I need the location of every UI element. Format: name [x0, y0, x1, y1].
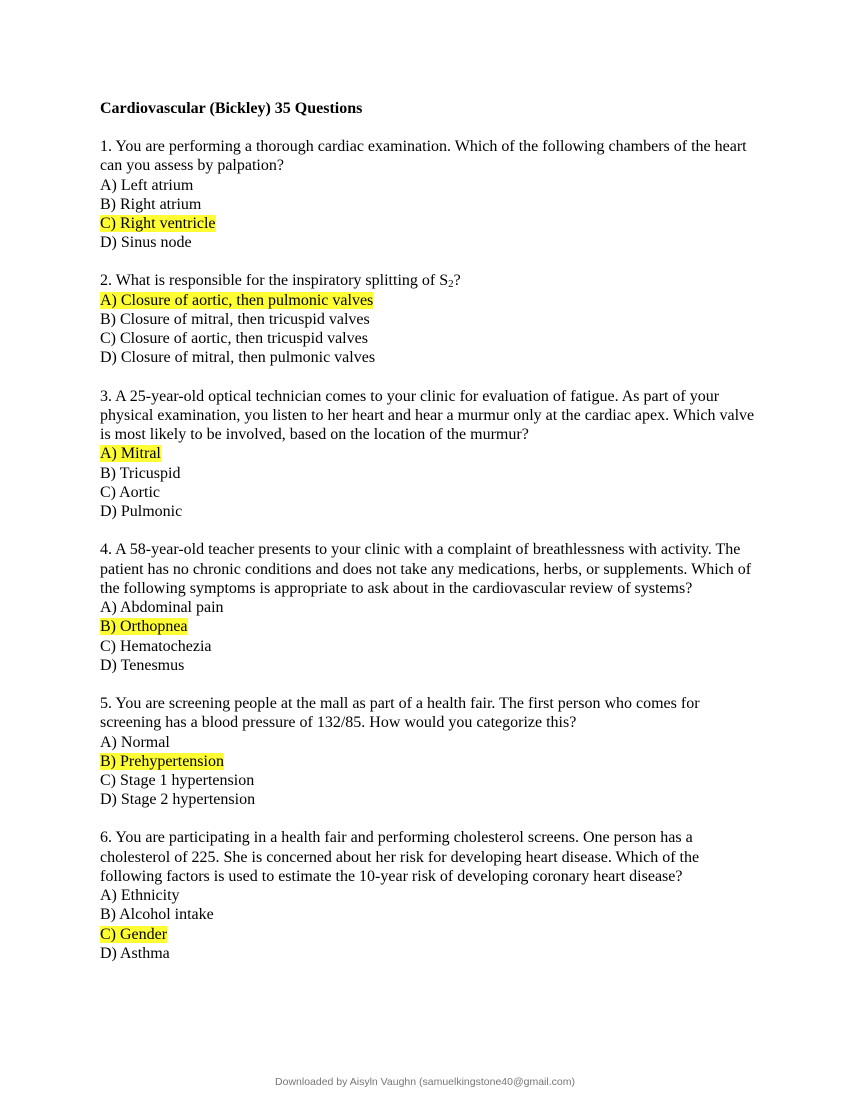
question-text: 5. You are screening people at the mall as part of a health fair. The first person who comes for screening has a blood pressure of 132/85. How would you categorize this?	[100, 694, 700, 732]
option-b: B) Alcohol intake	[100, 906, 214, 924]
option-c-answer	[100, 925, 760, 944]
option-d: D) Stage 2 hypertension	[100, 791, 256, 809]
option-b: B) Tricuspid	[100, 464, 181, 482]
question-3	[100, 387, 760, 522]
option-b: B) Right atrium	[100, 195, 202, 213]
option-a: A) Abdominal pain	[100, 599, 224, 617]
option-a-answer	[100, 291, 760, 310]
option-c: C) Stage 1 hypertension	[100, 771, 255, 789]
question-4	[100, 540, 760, 675]
option-a: A) Normal	[100, 733, 170, 751]
question-1	[100, 137, 760, 252]
option-c: C) Hematochezia	[100, 637, 212, 655]
answer-highlight: B) Prehypertension	[100, 752, 224, 770]
answer-highlight: C) Gender	[100, 925, 168, 943]
option-b-answer	[100, 617, 760, 636]
question-5	[100, 694, 760, 809]
option-b-answer	[100, 752, 760, 771]
answer-highlight: A) Mitral	[100, 445, 161, 463]
option-c: C) Aortic	[100, 483, 160, 501]
option-c: C) Closure of aortic, then tricuspid valves	[100, 330, 368, 348]
question-text: 6. You are participating in a health fair and performing cholesterol screens. One person has a cholesterol of 225. She is concerned about her risk for developing heart disease. Which of the following factors is used to estimate the 10-year risk of developing coronary heart disease?	[100, 829, 700, 885]
download-footer: Downloaded by Aisyln Vaughn (samuelkingstone40@gmail.com)	[275, 1076, 575, 1088]
option-b: B) Closure of mitral, then tricuspid valves	[100, 310, 370, 328]
answer-highlight: A) Closure of aortic, then pulmonic valves	[100, 291, 374, 309]
question-text: 3. A 25-year-old optical technician comes to your clinic for evaluation of fatigue. As part of your physical examination, you listen to her heart and hear a murmur only at the cardiac apex. Which valve is most likely to be involved, based on the location of the murmur?	[100, 387, 755, 444]
question-text: 2. What is responsible for the inspiratory splitting of S2?	[100, 272, 461, 291]
option-c-answer	[100, 214, 760, 233]
option-a: A) Left atrium	[100, 176, 194, 194]
option-a-answer	[100, 444, 760, 463]
page-title: Cardiovascular (Bickley) 35 Questions	[100, 100, 363, 117]
question-2	[100, 271, 760, 367]
option-d: D) Sinus node	[100, 234, 192, 252]
subscript: 2	[448, 278, 454, 291]
option-a: A) Ethnicity	[100, 887, 180, 905]
option-d: D) Tenesmus	[100, 656, 185, 674]
answer-highlight: B) Orthopnea	[100, 618, 188, 636]
option-d: D) Pulmonic	[100, 503, 183, 521]
document-page	[100, 99, 760, 982]
question-text: 4. A 58-year-old teacher presents to your clinic with a complaint of breathlessness with activity. The patient has no chronic conditions and does not take any medications, herbs, or supplements. Which of the following symptoms is appropriate to ask about in the cardiovascular review of systems?	[100, 541, 752, 597]
option-d: D) Asthma	[100, 944, 170, 962]
question-text: 1. You are performing a thorough cardiac examination. Which of the following chambers of the heart can you assess by palpation?	[100, 138, 747, 175]
answer-highlight: C) Right ventricle	[100, 215, 216, 232]
option-d: D) Closure of mitral, then pulmonic valves	[100, 349, 376, 367]
question-6	[100, 828, 760, 963]
